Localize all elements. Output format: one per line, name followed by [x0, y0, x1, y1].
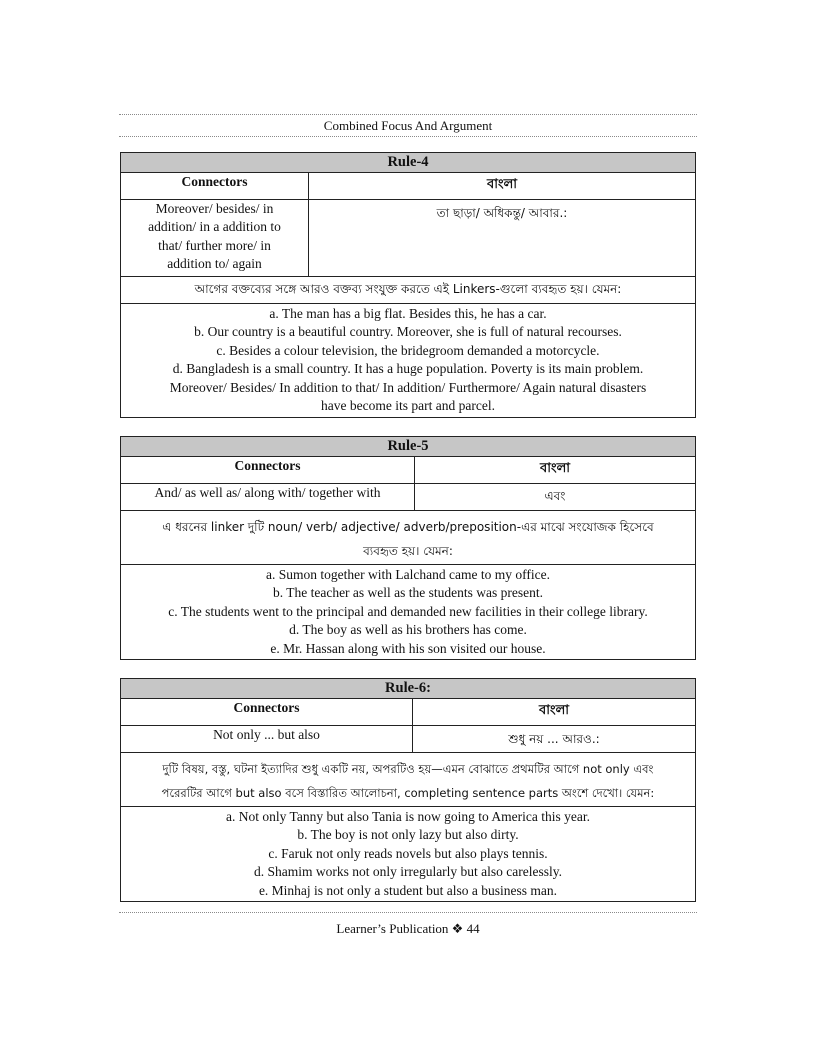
rule-6-table [120, 678, 696, 902]
rule-4-connector-line: Moreover/ besides/ in [155, 200, 274, 216]
rule-4-title: Rule-4 [121, 153, 696, 173]
example-sentence: c. The students went to the principal and demanded new facilities in their college library. [168, 603, 648, 619]
rule-4-bangla-header: বাংলা [309, 172, 696, 199]
rule-5-connectors-header: Connectors [121, 456, 415, 483]
rule-4-connectors-cell [121, 199, 309, 276]
note-line: এ ধরনের linker দুটি noun/ verb/ adjective/ adverb/preposition-এর মাঝে সংযোজক হিসেবে [162, 519, 654, 534]
rule-4-connector-line: addition/ in a addition to [148, 219, 281, 234]
example-sentence: a. Not only Tanny but also Tania is now going to America this year. [226, 808, 590, 824]
rule-6-bangla-cell: শুধু নয় ... আরও.: [413, 725, 696, 752]
header-top-rule [119, 114, 697, 115]
example-sentence: e. Mr. Hassan along with his son visited our house. [270, 640, 546, 656]
example-sentence: d. Shamim works not only irregularly but also carelessly. [253, 864, 563, 879]
example-sentence: c. Besides a colour television, the bridegroom demanded a motorcycle. [216, 342, 600, 358]
footer-rule [119, 912, 697, 913]
rule-6-connectors-header: Connectors [121, 698, 413, 725]
rule-5-table [120, 436, 696, 660]
note-line: ব্যবহৃত হয়। যেমন: [363, 543, 453, 558]
header-bottom-rule [119, 136, 697, 137]
example-sentence: have become its part and parcel. [321, 398, 495, 413]
example-sentence: b. Our country is a beautiful country. Moreover, she is full of natural recourses. [194, 324, 622, 339]
example-sentence: b. The boy is not only lazy but also dirty. [297, 827, 519, 842]
rule-4-bangla-cell: তা ছাড়া/ অধিকন্তু/ আবার.: [309, 199, 696, 276]
example-sentence: d. The boy as well as his brothers has come. [289, 622, 527, 637]
rule-4-connector-line: addition to/ again [167, 256, 262, 271]
page-footer: Learner’s Publication ❖ 44 [336, 921, 480, 936]
rule-5-usage-note [121, 510, 696, 564]
example-sentence: b. The teacher as well as the students was present. [272, 585, 544, 600]
example-sentence: d. Bangladesh is a small country. It has a huge population. Poverty is its main problem. [172, 361, 644, 376]
example-sentence: a. Sumon together with Lalchand came to my office. [266, 566, 550, 582]
example-sentence: e. Minhaj is not only a student but also a business man. [258, 882, 558, 898]
page-header-title: Combined Focus And Argument [323, 118, 493, 133]
rule-6-title: Rule-6: [121, 679, 696, 699]
rule-5-bangla-header: বাংলা [415, 456, 696, 483]
rule-5-title: Rule-5 [121, 437, 696, 457]
rule-4-connector-line: that/ further more/ in [158, 237, 271, 253]
rule-6-connectors-cell: Not only ... but also [121, 725, 413, 752]
rule-4-table [120, 152, 696, 418]
note-line: পরেরটির আগে but also বসে বিস্তারিত আলোচনা, completing sentence parts অংশে দেখো। যেমন: [161, 785, 655, 800]
rule-4-examples [121, 303, 696, 417]
example-sentence: c. Faruk not only reads novels but also plays tennis. [268, 845, 548, 861]
rule-5-connectors-cell: And/ as well as/ along with/ together with [121, 483, 415, 510]
example-sentence: Moreover/ Besides/ In addition to that/ In addition/ Furthermore/ Again natural disasters [169, 379, 647, 395]
rule-6-bangla-header: বাংলা [413, 698, 696, 725]
example-sentence: a. The man has a big flat. Besides this, he has a car. [269, 305, 547, 321]
rule-5-bangla-cell: এবং [415, 483, 696, 510]
rule-6-usage-note [121, 752, 696, 806]
rule-4-usage-note: আগের বক্তব্যের সঙ্গে আরও বক্তব্য সংযুক্ত করতে এই Linkers-গুলো ব্যবহৃত হয়। যেমন: [121, 276, 696, 303]
rule-4-connectors-header: Connectors [121, 172, 309, 199]
rule-6-examples [121, 806, 696, 902]
rule-5-examples [121, 564, 696, 660]
note-line: দুটি বিষয়, বস্তু, ঘটনা ইত্যাদির শুধু একটি নয়, অপরটিও হয়—এমন বোঝাতে প্রথমটির আগে not only এবং [162, 761, 654, 776]
